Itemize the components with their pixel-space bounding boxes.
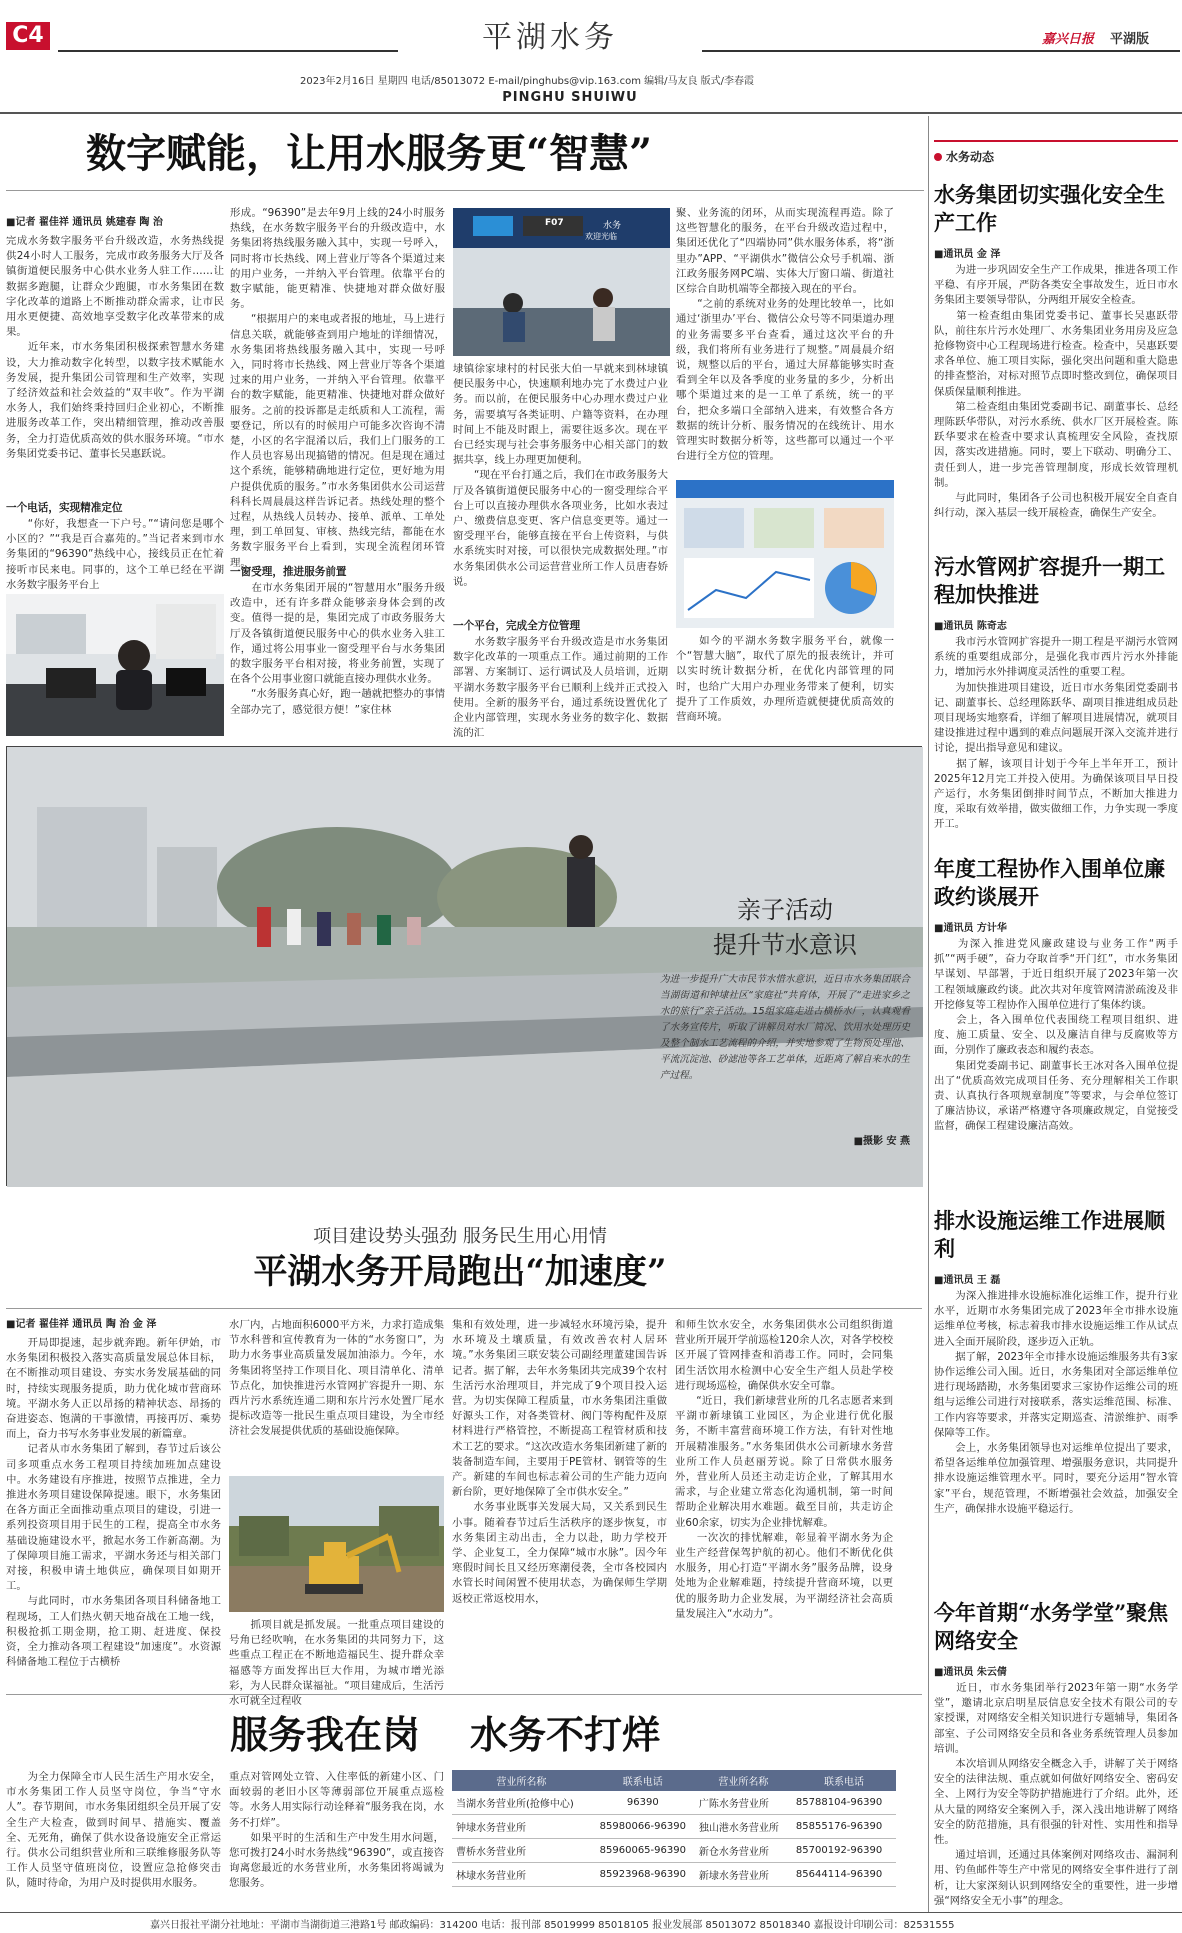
article-1-body-3: 埭镇徐家埭村的村民张大伯一早就来到林埭镇便民服务中心，快速顺利地办完了水费过户业务。而以前，在便民服务中心办理水费过户业务，需要填写各类证明、户籍等资料，在办理时间上不能及时跟上，需要往返多次。现在平台已经实现与社会事务服务中心相关部门的数据共享，线上办理更加便利。 “现在平台打通之后，我们在市政务服务大厅及各镇街道便民服务中心的一窗受理综合平台上可以直接办理供水各项业务，比如水表过户、缴费信息变更、客户信息变更等。通过一窗受理平台，能够直接在平台上传资料，与供水系统实时对接，可以很快完成数据处理。”市水务集团供水公司运营营业所工作人员唐春娇说。 — [453, 363, 668, 588]
sidebar-article-headline: 排水设施运维工作进展顺利 — [934, 1208, 1165, 1261]
sidebar-article-byline: ■通讯员 陈奇志 — [934, 621, 1007, 632]
sidebar-article-headline: 水务集团切实强化安全生产工作 — [934, 182, 1165, 235]
service-office-table — [452, 1770, 896, 1887]
sidebar-article-headline: 年度工程协作入围单位廉政约谈展开 — [934, 856, 1165, 909]
article-1-col-3 — [453, 362, 668, 742]
article-3-col-2 — [229, 1770, 444, 1896]
photo-caption-box — [660, 880, 910, 1180]
photo-caption-text: 为进一步提升广大市民节水惜水意识，近日市水务集团联合当湖街道和钟埭社区“家庭社”共育体，开展了“走进家乡之水的旅行”亲子活动。15组家庭走进古横桥水厂，认真观看了水务宣传片，听取了讲解员对水厂简况、饮用水处理历史及整个制水工艺流程的介绍，并实地参观了生物预处理池、平流沉淀池、砂滤池等各工艺单体，近距离了解自来水的生产过程。 — [660, 974, 910, 1081]
article-1-body-4b: 如今的平湖水务数字服务平台，就像一个“智慧大脑”，取代了原先的报表统计，并可以实时统计数据分析，在优化内部管理的同时，也给广大用户办理业务带来了便利，切实提升了工作质效，办理所造就便捷优质高效的营商环境。 — [676, 635, 894, 724]
sidebar-article-body: 近日，市水务集团举行2023年第一期“水务学堂”，邀请北京启明星辰信息安全技术有限公司的专家授课，对网络安全相关知识进行专题辅导，集团各部室、子公司网络安全员和各业务系统管理人员参加培训。 本次培训从网络安全概念入手，讲解了关于网络安全的法律法规、重点就如何做好网络安全、密码安全、上网行为安全等防护措施进行了介绍。此外，还从大量的网络安全案例入手，深入浅出地讲解了网络安全的防范措施，具有很强的针对性、实用性和指导性。 通过培训，还通过具体案例对网络攻击、漏洞利用、钓鱼邮件等生产中常见的网络安全事件进行了剖析，让大家深刻认识到网络安全的重要性，进一步增强“网络安全无小事”的理念。 — [934, 1682, 1178, 1907]
article-1-body-1b: “你好，我想查一下户号。”“请问您是哪个小区的？”“我是百合嘉苑的。”当记者来到市水务集团的“96390”热线中心，接线员正在忙着接听市民来电。同事的，这个工单已经在平湖水务数字服务平台上 — [6, 518, 224, 591]
table-cell: 85788104-96390 — [795, 1797, 883, 1808]
article-2-byline: ■记者 翟佳祥 通讯员 陶 治 金 泽 — [6, 1319, 157, 1330]
photo-credit: ■摄影 安 燕 — [853, 1136, 910, 1147]
sidebar-divider — [928, 116, 929, 1912]
article-1-subhead-2: 一窗受理，推进服务前置 — [230, 566, 347, 578]
photo-caption-title-2: 提升节水意识 — [713, 931, 857, 959]
article-2-rule — [6, 1308, 922, 1309]
article-3-headline-left: 服务我在岗 — [230, 1712, 421, 1757]
table-cell: 当湖水务营业所(抢修中心) — [456, 1799, 574, 1810]
sidebar-article-headline: 污水管网扩容提升一期工程加快推进 — [934, 554, 1165, 607]
page-number-badge: C4 — [6, 22, 50, 50]
screen-sign-counter: F07 — [545, 218, 564, 228]
service-hall-photo — [453, 208, 670, 356]
sidebar-article-body: 我市污水管网扩容提升一期工程是平湖污水管网系统的重要组成部分，是强化我市西片污水外排能力，增加污水外排调度灵活性的重要工程。 为加快推进项目建设，近日市水务集团党委副书记、副董事长、总经理陈跃华、副项目推进组成员赴项目现场实地察看，详细了解项目进展情况，就项目建设推进过程中遇到的难点问题展开深入交流并进行讨论，提出指导意见和建议。 据了解，该项目计划于今年上半年开工，预计2025年12月完工并投入使用。为确保该项目早日投产运行，水务集团倒排时间节点，不断加大推进力度，采取有效举措，做实做细工作，力争实现一季度开工。 — [934, 636, 1178, 831]
sidebar-label-badge — [934, 153, 942, 161]
article-1-body-2b: 在市水务集团开展的“智慧用水”服务升级改造中，还有许多群众能够亲身体会到的改变。值得一提的是，集团完成了市政务服务大厅及各镇街道便民服务中心的供水业务入驻工作，通过将公用事业一窗受理平台与水务集团的数字服务平台相对接，将业务前置，实现了在各个公用事业窗口就能直接办理供水业务。 “水务服务真心好，跑一趟就把整办的事情全部办完了，感觉很方便！”家住林 — [230, 582, 445, 716]
table-cell: 新埭水务营业所 — [698, 1871, 769, 1882]
section-pinyin: PINGHU SHUIWU — [502, 90, 638, 105]
article-2-col-2b — [229, 1618, 444, 1708]
article-1-col-2 — [230, 206, 445, 741]
sidebar-article-byline: ■通讯员 方计华 — [934, 923, 1007, 934]
table-row — [452, 1839, 896, 1863]
header-rule-right — [702, 50, 1180, 52]
article-2-col-4 — [675, 1318, 893, 1690]
excavator-site-photo — [229, 1476, 444, 1612]
article-2-kicker: 项目建设势头强劲 服务民生用心用情 — [313, 1226, 607, 1247]
table-header: 营业所名称 — [496, 1777, 547, 1788]
table-header: 营业所名称 — [718, 1777, 769, 1788]
article-2-body-2: 水厂内，占地面积6000平方米，力求打造成集节水科普和宣传教育为一体的“水务窗口”，为助力水务事业高质量发展加油添力。今年，水务集团将坚持工作项目化、项目清单化、清单节点化，加快推进污水管网扩容提升一期、东西片污水系统连通二期和东片污水处置厂尾水提标改造等一批民生重点项目建设，为全市经济社会发展提供优质的基础设施保障。 — [229, 1319, 444, 1438]
table-header: 联系电话 — [823, 1777, 864, 1788]
article-1-headline: 数字赋能，让用水服务更“智慧” — [86, 130, 653, 177]
sidebar-article-byline: ■通讯员 金 泽 — [934, 249, 1001, 260]
article-3-body-2: 重点对管网处立管、入住率低的新建小区、门面较弱的老旧小区等薄弱部位开展重点巡检等。水务人用实际行动诠释着“服务我在岗，水务不打烊”。 如果平时的生活和生产中发生用水问题，您可拨打24小时水务热线“96390”，或直接咨询离您最近的水务营业所，水务集团将竭诚为您服务。 — [229, 1771, 444, 1890]
footer-info: 嘉兴日报社平湖分社地址：平湖市当湖街道三港路1号 邮政编码：314200 电话：报刊部 85019999 85018105 报业发展部 85013072 85018340 嘉报设计印刷公司：82531555 — [150, 1920, 955, 1931]
table-row — [452, 1863, 896, 1887]
sidebar-article-1 — [934, 181, 1178, 541]
header-rule-left — [58, 50, 398, 52]
table-cell: 曹桥水务营业所 — [456, 1847, 526, 1858]
article-3-rule — [6, 1694, 922, 1695]
table-cell: 96390 — [626, 1797, 659, 1808]
table-cell: 85960065-96390 — [599, 1845, 686, 1856]
article-1-body-1: 完成水务数字服务平台升级改造，水务热线提供24小时人工服务，完成市政务服务大厅及各镇街道便民服务中心供水业务人驻工作……让数据多跑腿，让群众少跑腿，市水务集团在数字化改革的道路上不断推动群众需求，让市民用水更便捷、高效地享受数字化改革带来的成果。 近年来，市水务集团积极探索智慧水务建设，大力推动数字化转型，以数字技术赋能水务发展，提升集团公司管理和生产效率，实现了经济效益和社会效益的“双丰收”。作为平湖水务人，我们始终秉持回归企业初心，不断推进服务改革工作，突出精细管理，推动改善服务，全力打造优质高效的供水服务环境。“市水务集团党委书记、董事长吴惠跃说。 — [6, 235, 224, 460]
article-1-body-4: 聚、业务流的闭环，从而实现流程再造。除了这些智慧化的服务，在平台升级改造过程中，集团还优化了“四端协同”供水服务体系，将“浙里办”APP、“平湖供水”微信公众号手机端、浙江政务服务网PC端、实体大厅窗口端、街道社区综合自助机端等全都接入现在的平台。 “之前的系统对业务的处理比较单一，比如通过‘浙里办’平台、微信公众号等不同渠道办理的业务需要多平台查看，通过这次平台的升级，我们将所有业务进行了规整。”周晨晨介绍说，规整以后的平台，通过大屏幕能够实时查看到全年以及各季度的业务量的多少，分析出哪个渠道过来的是一工单了系统，统一的平台，把众多端口全部纳入进来，有效整合各方数据的统计分析、服务情况的在线统计、用水管理实时数据分析等，这些都可以通过一个平台进行全方位的管理。 — [676, 207, 894, 463]
section-title: 平湖水务 — [482, 20, 618, 55]
call-center-photo — [6, 594, 224, 736]
article-2-col-3 — [452, 1318, 667, 1690]
table-cell: 钟埭水务营业所 — [456, 1823, 526, 1834]
screen-sign-brand: 水务 — [603, 221, 622, 231]
sidebar-article-2 — [934, 553, 1178, 843]
article-2-body-4: 和师生饮水安全，水务集团供水公司组织街道营业所开展开学前巡检120余人次，对各学校校区开展了管网排查和消毒工作。同时，会同集团生活饮用水检测中心安全生产组人员赴学校进行现场巡检，确保供水安全可靠。 “近日，我们新埭营业所的几名志愿者来到平湖市新埭镇工业园区，为企业进行优化服务，不断丰富营商环境工作方法，有针对性地开展精准服务。”水务集团供水公司新埭水务营业所工作人员赵丽芳说。除了日常供水服务外，营业所人员还主动走访企业，了解其用水需求，与企业建立常态化沟通机制，第一时间帮助企业解决用水难题。截至目前，共走访企业60余家，切实为企业排忧解难。 一次次的排忧解难，彰显着平湖水务为企业生产经营保驾护航的初心。他们不断优化供水服务，用心打造“平湖水务”服务品牌，设身处地为企业解难题，持续提升营商环境，以更优的服务助力企业发展，为平湖经济社会高质量发展注入“水动力”。 — [675, 1319, 893, 1620]
table-cell: 广陈水务营业所 — [698, 1799, 769, 1810]
table-row — [452, 1791, 896, 1815]
sidebar-article-body: 为深入推进党风廉政建设与业务工作“两手抓”“两手硬”，奋力夺取首季“开门红”，市水务集团早谋划、早部署，于近日组织开展了2023年第一次工程领域廉政约谈。此次共对年度管网清淤疏浚及非开挖修复等工程协作入围单位进行了集体约谈。 会上，各入围单位代表围绕工程项目组织、进度、施工质量、安全、以及廉洁自律与反腐败等方面，分别作了廉政表态和履约表态。 集团党委副书记、副董事长王冰对各入围单位提出了“优质高效完成项目任务、充分理解相关工作职责、认真执行各项规章制度”等要求，与会单位签订了廉洁协议，承诺严格遵守各项廉政规定，自觉接受监督，确保工程建设廉洁高效。 — [934, 938, 1178, 1133]
sidebar-article-body: 为深入推进排水设施标准化运维工作，提升行业水平，近期市水务集团完成了2023年全市排水设施运维单位考核，标志着我市排水设施运维工作从试点进入全面开展阶段，逐步迈入正轨。 据了解，2023年全市排水设施运维服务共有3家协作运维公司入围。近日，水务集团对全部运维单位进行现场踏勘，水务集团要求三家协作运维公司的班组与运维公司进行对接联系，落实运维范围、标准、工作内容等要求，并落实定期巡查、清淤维护、雨季保障等工作。 会上，水务集团领导也对运维单位提出了要求，希望各运维单位加强管理、增强服务意识，共同提升排水设施运维管理水平。同时，要充分运用“智水管家”平台，规范管理，不断增强社会效益，加强安全生产，确保排水设施平稳运行。 — [934, 1290, 1178, 1515]
article-2-col-1 — [6, 1318, 221, 1690]
article-1-col-1 — [6, 216, 224, 591]
sidebar — [934, 140, 1178, 1910]
sidebar-article-5 — [934, 1599, 1178, 1919]
header-rule-bottom — [0, 112, 1182, 114]
sidebar-label-text: 水务动态 — [946, 150, 995, 164]
footer-rule — [0, 1912, 1182, 1913]
article-1-rule — [6, 190, 924, 191]
sidebar-article-byline: ■通讯员 朱云倩 — [934, 1667, 1007, 1678]
article-1-col-4 — [676, 206, 894, 474]
article-1-subhead-3: 一个平台，完成全方位管理 — [453, 620, 581, 632]
table-row — [452, 1815, 896, 1839]
newspaper-brand: 嘉兴日报 — [1042, 32, 1095, 47]
article-3-headline-right: 水务不打烊 — [470, 1712, 661, 1757]
table-cell: 新仓水务营业所 — [698, 1847, 769, 1858]
table-header: 联系电话 — [622, 1777, 663, 1788]
article-2-body-2b: 抓项目就是抓发展。一批重点项目建设的号角已经吹响，在水务集团的共同努力下，这些重点工程正在不断地造福民生、提升群众幸福感等方面发挥出巨大作用，为城市增光添彩，为人民群众谋福祉。“项目建成后，生活污水可就全过程收 — [229, 1619, 444, 1708]
article-3-body-1: 为全力保障全市人民生活生产用水安全，市水务集团工作人员坚守岗位，争当“守水人”。春节期间，市水务集团组织全员开展了安全生产大检查，做到时间早、措施实、覆盖全、无死角，确保了供水设备设施安全正常运行。供水公司组织营业所和三联维修服务队等工作人员坚守值班岗位，设置应急抢修突击队，随时待命，为用户及时提供用水服务。 — [6, 1771, 221, 1890]
dateline: 2023年2月16日 星期四 电话/85013072 E-mail/pinghubs@vip.163.com 编辑/马友良 版式/李春霞 — [300, 76, 755, 87]
table-cell: 85923968-96390 — [599, 1869, 686, 1880]
screen-sign-welcome: 欢迎光临 — [585, 232, 617, 241]
table-cell: 85855176-96390 — [795, 1821, 883, 1832]
table-cell: 独山港水务营业所 — [698, 1823, 779, 1834]
sidebar-article-3 — [934, 855, 1178, 1195]
sidebar-article-4 — [934, 1207, 1178, 1587]
article-2-headline: 平湖水务开局跑出“加速度” — [253, 1252, 667, 1292]
article-1-col-4b — [676, 634, 894, 742]
table-cell: 85644114-96390 — [795, 1869, 883, 1880]
table-cell: 林埭水务营业所 — [456, 1871, 526, 1882]
article-1-body-2: 形成。“96390”是去年9月上线的24小时服务热线，在水务数字服务平台的升级改造中，水务集团将热线服务融入其中，实现一号呼入，同时将市长热线、网上营业厅等各个渠道过来的用户业务，一并纳入平台管理。依靠平台的数字赋能，能更精准、快捷地对群众做好服务。 “根据用户的来电或者报的地址，马上进行信息关联，就能够查到用户地址的详细情况，水务集团将热线服务融入其中，实现一号呼入，同时将市长热线、网上营业厅等各个渠道过来的用户业务，一并纳入平台管理。依靠平台的数字赋能，能更精准、快捷地对群众做好服务。之前的投诉都是走纸质和人工流程，需要登记，所以有的时候用户可能多次咨询不清楚，小区的名字混淆以后，我们上门服务的工作人员也容易出现搞错的情况。但是现在通过这个系统，能够精确地进行定位，更好地为用户提供优质的服务。”市水务集团供水公司运营科科长周晨晨这样告诉记者。热线处理的整个过程，从热线人员转办、接单、派单、工单处理，到工单回复、审核、热线完结，都能在水务数字服务平台上看到，实现全流程闭环管理。 — [230, 207, 445, 569]
sidebar-label — [934, 140, 1178, 165]
article-1-subhead-1: 一个电话，实现精准定位 — [6, 502, 123, 514]
table-cell: 85980066-96390 — [599, 1821, 686, 1832]
newspaper-edition: 平湖版 — [1110, 32, 1150, 47]
article-1-body-3b: 水务数字服务平台升级改造是市水务集团数字化改革的一项重点工作。通过前期的工作部署、方案制订、运行调试及人员培训，近期平湖水务数字服务平台已顺利上线并正式投入使用。全新的服务平台，通过系统设置优化了企业内部管理，实现水务业务的数字化、数据流的汇 — [453, 636, 668, 740]
article-2-col-2 — [229, 1318, 444, 1470]
article-2-body-3: 集和有效处理，进一步减轻水环境污染，提升水环境及土壤质量，有效改善农村人居环境。”水务集团三联安装公司副经理董建国告诉记者。据了解，去年水务集团共完成39个农村生活污水治理项目，并完成了9个项目投入运营。为切实保障工程质量，市水务集团注重做好源头工作，对各类管材、阀门等构配件及原材料进行严格管控，不断提高工程管材质和技术工艺的要求。“这次改造水务集团新建了新的装备制造车间，主要用于PE管材、钢管等的生产。新建的车间也标志着公司的生产能力迈向新台阶，更好地保障了全市供水安全。” 水务事业既事关发展大局，又关系到民生小事。随着春节过后生活秩序的逐步恢复，市水务集团主动出击，全力以赴，助力学校开学、企业复工，全力保障“城市水脉”。因今年寒假时间长且又经历寒潮侵袭，全市各校园内水管长时间闲置不使用状态，为确保师生学期返校正常返校用水， — [452, 1319, 667, 1605]
sidebar-article-headline: 今年首期“水务学堂”聚焦网络安全 — [934, 1600, 1169, 1653]
dashboard-screen-photo — [676, 480, 894, 628]
sidebar-article-byline: ■通讯员 王 磊 — [934, 1275, 1001, 1286]
article-3-col-1 — [6, 1770, 221, 1896]
article-2-body-1: 开局即提速，起步就奔跑。新年伊始，市水务集团积极投入落实高质量发展总体目标，在不断推动项目建设、夯实水务发展基础的同时，持续实现服务提质，助力优化城市营商环境。平湖水务人正以昂扬的精神状态、昂扬的奋进姿态、饱满的干事激情，再接再厉、乘势而上，奋力书写水务事业发展的新篇章。 记者从市水务集团了解到，春节过后该公司多项重点水务工程项目持续加班加点建设中。水务建设有序推进，按照节点推进，全力推进水务项目建设保障提速。眼下，水务集团在各方面正全面推动重点项目的建设，引进一系列投资项目用于民生的工程，提高全市水务基础设施建设水平，掀起水务工作新高潮。为了保障项目施工需求，平湖水务还与相关部门对接，积极申请土地供应，确保项目如期开工。 与此同时，市水务集团各项目科储备地工程现场，工人们热火朝天地奋战在工地一线，积极抢抓工期金期，抢工期、赶进度、保投资，全力推动各项工程建设“加速度”。水资源科储备地工程位于古横桥 — [6, 1337, 221, 1669]
article-1-byline: ■记者 翟佳祥 通讯员 姚建春 陶 治 — [6, 217, 163, 228]
sidebar-article-body: 为进一步巩固安全生产工作成果，推进各项工作平稳、有序开展，严防各类安全事故发生，近日市水务集团主要领导带队，分两组开展安全检查。 第一检查组由集团党委书记、董事长吴惠跃带队，前往东片污水处理厂、水务集团业务用房及应急抢修物资中心工程现场进行检查。检查中，吴惠跃要求各单位、施工项目实际，强化突出问题和重大隐患的排查整治，对标对照节点即时整改到位，确保项目保质保量顺利推进。 第二检查组由集团党委副书记、副董事长、总经理陈跃华带队，对污水系统、供水厂区开展检查。陈跃华要求在检查中要求认真梳理安全风险，查找原因，落实改进措施。同时，要上下联动、明确分工、责任到人，进一步完善管理制度，形成长效管理机制。 与此同时，集团各子公司也积极开展安全自查自纠行动，深入基层一线开展检查，确保生产安全。 — [934, 264, 1178, 520]
photo-caption-title-1: 亲子活动 — [737, 896, 833, 924]
table-cell: 85700192-96390 — [795, 1845, 883, 1856]
